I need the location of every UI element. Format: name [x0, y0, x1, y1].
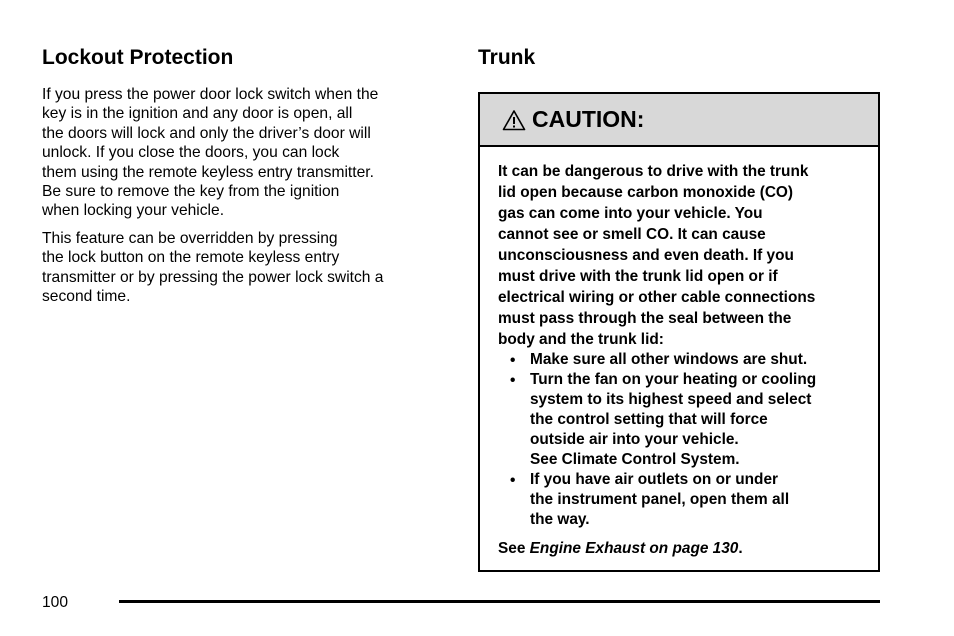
text-line: transmitter or by pressing the power lock switch a	[42, 268, 384, 286]
text-line: See Climate Control System.	[530, 451, 740, 468]
bullet-icon: •	[510, 372, 516, 389]
footer-rule	[119, 600, 880, 603]
cross-reference-link: Engine Exhaust on page 130	[529, 540, 739, 557]
caution-title: CAUTION:	[532, 106, 645, 132]
text-line: cannot see or smell CO. It can cause	[498, 226, 766, 243]
list-item	[498, 470, 860, 530]
text-line: Turn the fan on your heating or cooling	[530, 371, 817, 388]
text-line: body and the trunk lid:	[498, 331, 664, 348]
text-line: the control setting that will force	[530, 411, 768, 428]
text-line: It can be dangerous to drive with the trunk	[498, 163, 809, 180]
see-prefix: See	[498, 540, 530, 557]
text-line: them using the remote keyless entry transmitter.	[42, 163, 374, 181]
see-suffix: .	[738, 540, 743, 557]
left-column	[42, 45, 442, 314]
text-line: lid open because carbon monoxide (CO)	[498, 184, 794, 201]
text-line: system to its highest speed and select	[530, 391, 812, 408]
lockout-paragraph-2	[42, 229, 442, 307]
text-line: the instrument panel, open them all	[530, 491, 790, 508]
text-line: must pass through the seal between the	[498, 310, 792, 327]
text-line: when locking your vehicle.	[42, 202, 225, 220]
see-reference	[498, 538, 860, 559]
lockout-protection-heading: Lockout Protection	[42, 46, 234, 69]
text-line: the lock button on the remote keyless entry	[42, 249, 340, 267]
caution-bullet-list	[498, 350, 860, 530]
text-line: unlock. If you close the doors, you can lock	[42, 144, 340, 162]
caution-box	[478, 92, 880, 572]
text-line: Make sure all other windows are shut.	[530, 351, 808, 368]
text-line: If you press the power door lock switch when the	[42, 86, 379, 103]
text-line: the way.	[530, 511, 590, 528]
text-line: Be sure to remove the key from the ignition	[42, 183, 340, 201]
right-column	[478, 45, 880, 85]
caution-text	[498, 161, 860, 350]
text-line: If you have air outlets on or under	[530, 471, 778, 488]
caution-body	[480, 147, 878, 559]
list-item	[498, 350, 860, 370]
text-line: second time.	[42, 288, 131, 306]
text-line: This feature can be overridden by pressing	[42, 229, 338, 247]
page-number: 100	[42, 594, 69, 611]
text-line: electrical wiring or other cable connections	[498, 289, 816, 306]
text-line: outside air into your vehicle.	[530, 431, 739, 448]
text-line: gas can come into your vehicle. You	[498, 205, 763, 222]
caution-header	[480, 94, 878, 147]
text-line: the doors will lock and only the driver’s door will	[42, 124, 371, 142]
list-item	[498, 370, 860, 470]
text-line: must drive with the trunk lid open or if	[498, 268, 778, 285]
bullet-icon: •	[510, 472, 516, 489]
lockout-paragraph-1	[42, 85, 442, 221]
text-line: key is in the ignition and any door is open, all	[42, 105, 353, 123]
trunk-heading: Trunk	[478, 46, 536, 69]
warning-triangle-icon	[502, 109, 526, 131]
bullet-icon: •	[510, 352, 516, 369]
text-line: unconsciousness and even death. If you	[498, 247, 794, 264]
